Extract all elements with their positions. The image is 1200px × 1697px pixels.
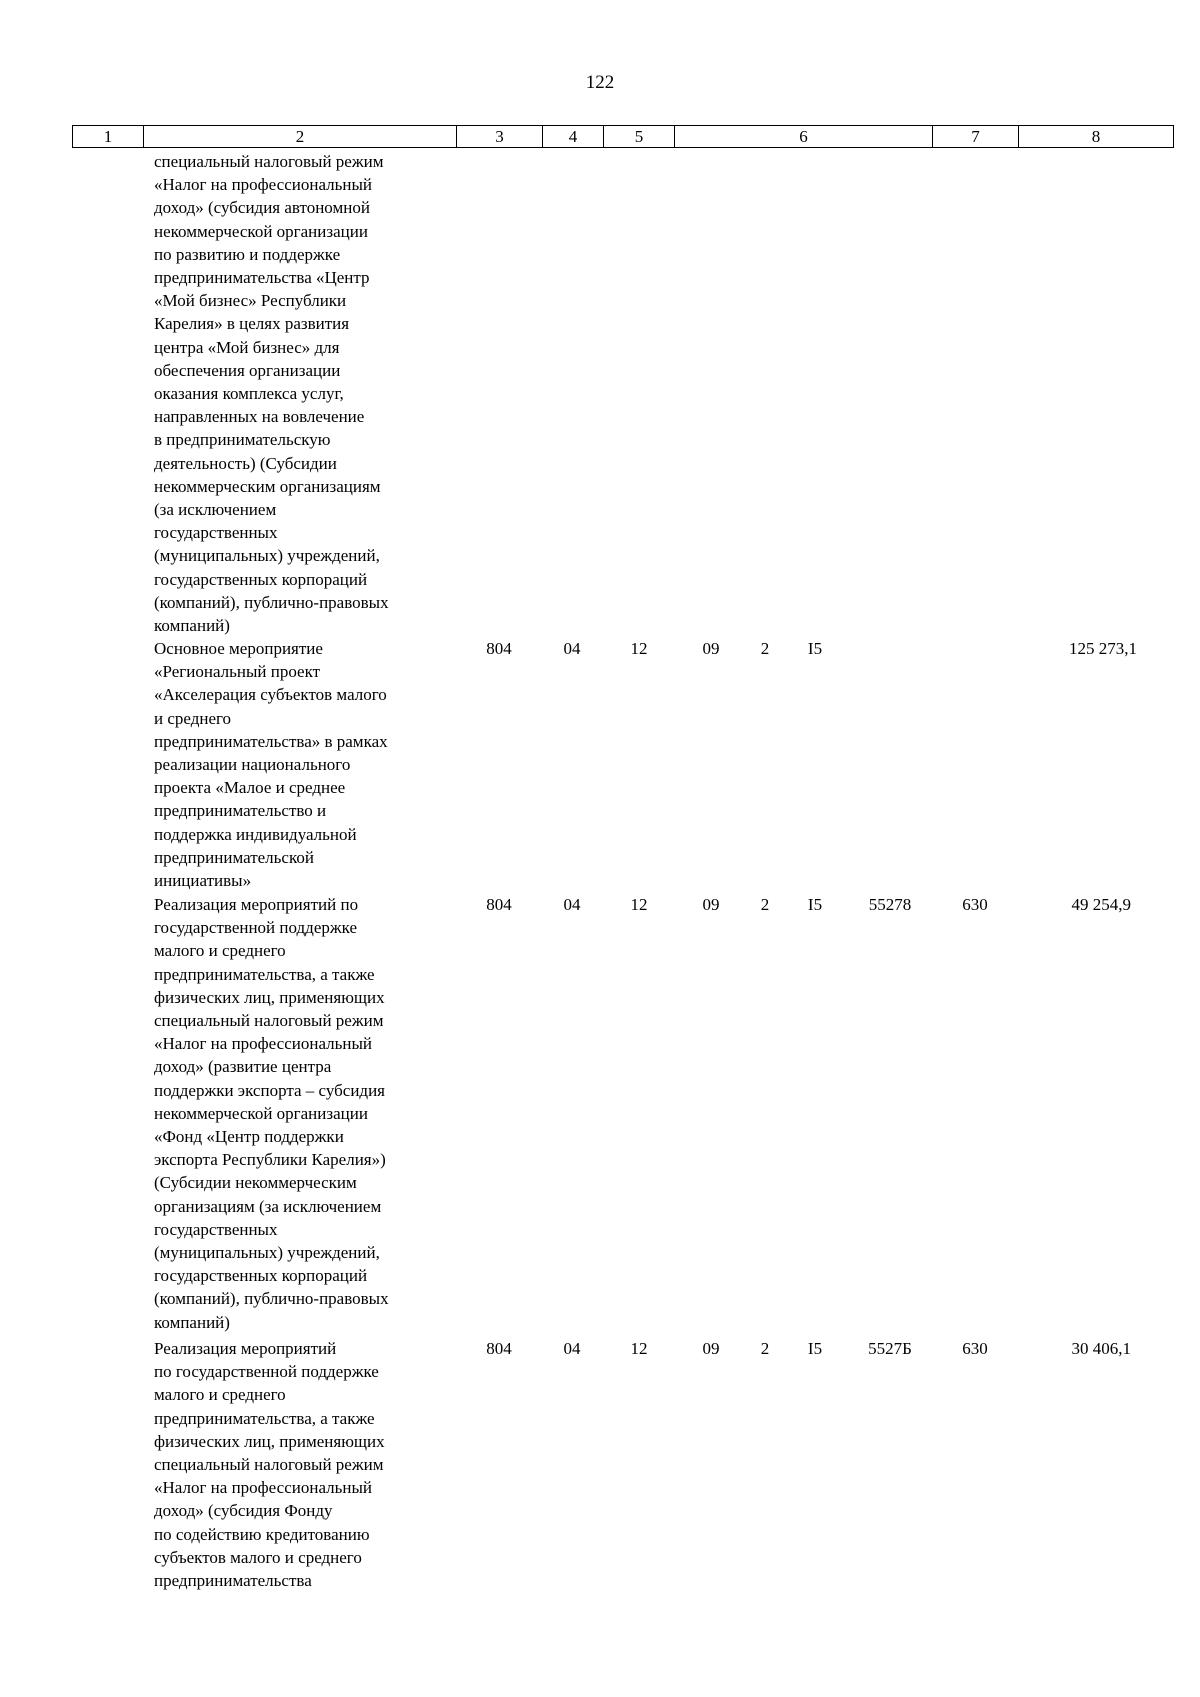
row-col-5: 12 [630, 895, 648, 914]
row-description: Реализация мероприятий по государственной поддержке малого и среднего предпринимательства, а также физических лиц, применяющих специальный налоговый режим «Налог на профессиональный доход» (развитие центра поддержки экспорта – субсидия некоммерческой организации «Фонд «Центр поддержки экспорта Республики Карелия») (Субсидии некоммерческим организациям (за исключением государственных (муниципальных) учреждений, государственных корпораций (компаний), публично-правовых компаний) [154, 895, 389, 1332]
row-col-6-direction: 55278 [868, 895, 912, 914]
header-col-2: 2 [144, 126, 457, 148]
row-col-3: 804 [486, 639, 512, 658]
row-col-5: 12 [630, 639, 648, 658]
row-col-5: 12 [630, 1339, 648, 1358]
row-col-4: 04 [563, 1339, 581, 1358]
row-col-6-subprogram: 2 [760, 1339, 770, 1358]
column-header-table [72, 125, 1174, 148]
header-col-3: 3 [457, 126, 543, 148]
row-col-6-program: 09 [702, 639, 720, 658]
row-col-8: 30 406,1 [1071, 1339, 1131, 1358]
row-description: Основное мероприятие «Региональный проект «Акселерация субъектов малого и среднего предпринимательства» в рамках реализации национального проекта «Малое и среднее предпринимательство и поддержка индивидуальной предпринимательской инициативы» [154, 639, 388, 891]
header-col-5: 5 [604, 126, 675, 148]
row-col-6-program: 09 [702, 895, 720, 914]
row-description: Реализация мероприятий по государственной поддержке малого и среднего предпринимательства, а также физических лиц, применяющих специальный налоговый режим «Налог на профессиональный доход» (субсидия Фонду по содействию кредитованию субъектов малого и среднего предпринимательства [154, 1339, 385, 1591]
row-col-6-project: I5 [807, 1339, 823, 1358]
row-col-6-direction: 5527Б [868, 1339, 912, 1358]
row-col-8: 125 273,1 [1069, 639, 1137, 658]
row-col-7: 630 [962, 895, 988, 914]
page-number: 122 [585, 72, 615, 93]
row-col-6-program: 09 [702, 1339, 720, 1358]
row-col-3: 804 [486, 895, 512, 914]
row-col-8: 49 254,9 [1071, 895, 1131, 914]
row-col-4: 04 [563, 639, 581, 658]
row-col-6-subprogram: 2 [760, 639, 770, 658]
row-col-7: 630 [962, 1339, 988, 1358]
row-col-6-project: I5 [807, 895, 823, 914]
header-col-6: 6 [675, 126, 933, 148]
row-description: специальный налоговый режим «Налог на профессиональный доход» (субсидия автономной некоммерческой организации по развитию и поддержке предпринимательства «Центр «Мой бизнес» Республики Карелия» в целях развития центра «Мой бизнес» для обеспечения организации оказания комплекса услуг, направленных на вовлечение в предпринимательскую деятельность) (Субсидии некоммерческим организациям (за исключением государственных (муниципальных) учреждений, государственных корпораций (компаний), публично-правовых компаний) [154, 152, 389, 636]
row-col-6-subprogram: 2 [760, 895, 770, 914]
header-col-7: 7 [933, 126, 1019, 148]
row-col-6-project: I5 [807, 639, 823, 658]
header-col-8: 8 [1019, 126, 1174, 148]
row-col-3: 804 [486, 1339, 512, 1358]
header-col-1: 1 [73, 126, 144, 148]
header-row [73, 126, 1174, 148]
header-col-4: 4 [543, 126, 604, 148]
row-col-4: 04 [563, 895, 581, 914]
